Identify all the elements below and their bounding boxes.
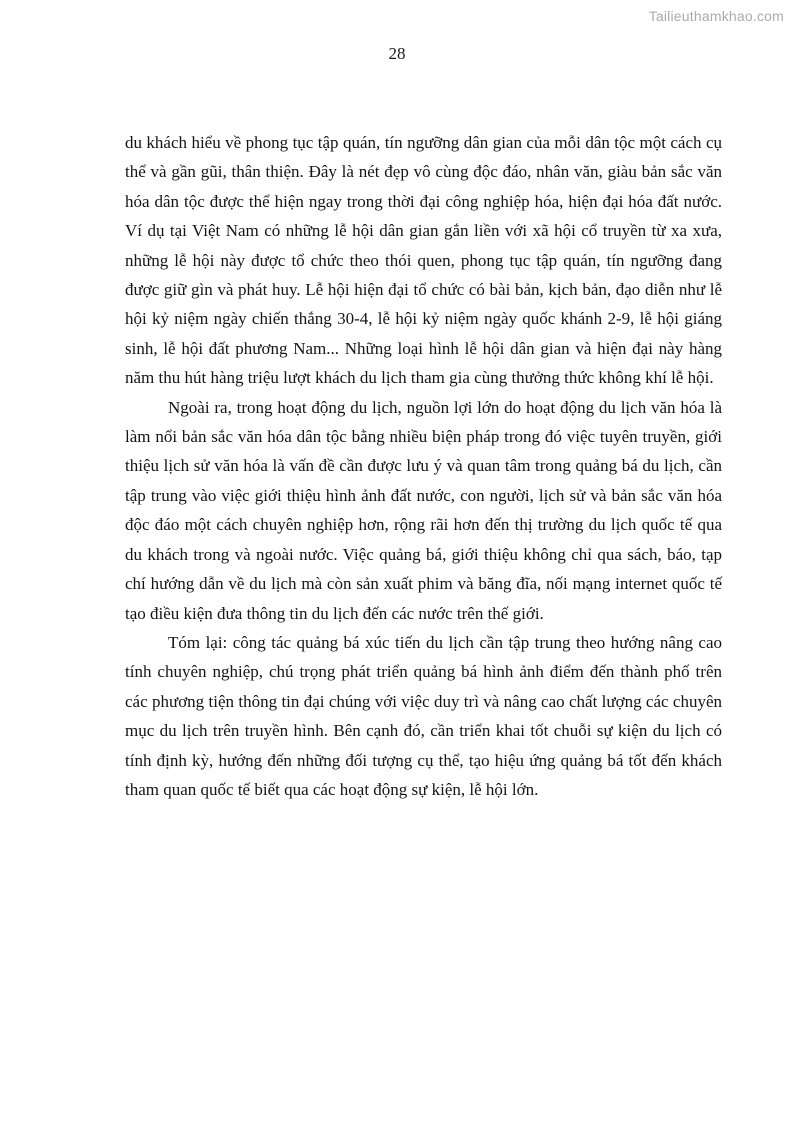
watermark-text: Tailieuthamkhao.com	[648, 8, 784, 24]
paragraph-2: Ngoài ra, trong hoạt động du lịch, nguồn lợi lớn do hoạt động du lịch văn hóa là làm nổi bản sắc văn hóa dân tộc bằng nhiều biện pháp trong đó việc tuyên truyền, giới thiệu lịch sử văn hóa là vấn đề cần được lưu ý và quan tâm trong quảng bá du lịch, cần tập trung vào việc giới thiệu hình ảnh đất nước, con người, lịch sử và bản sắc văn hóa độc đáo một cách chuyên nghiệp hơn, rộng rãi hơn đến thị trường du lịch quốc tế qua du khách trong và ngoài nước. Việc quảng bá, giới thiệu không chỉ qua sách, báo, tạp chí hướng dẫn về du lịch mà còn sản xuất phim và băng đĩa, nối mạng internet quốc tế tạo điều kiện đưa thông tin du lịch đến các nước trên thế giới.	[125, 397, 722, 623]
paragraph-1: du khách hiểu về phong tục tập quán, tín ngưỡng dân gian của mỗi dân tộc một cách cụ thể và gần gũi, thân thiện. Đây là nét đẹp vô cùng độc đáo, nhân văn, giàu bản sắc văn hóa dân tộc được thể hiện ngay trong thời đại công nghiệp hóa, hiện đại hóa đất nước. Ví dụ tại Việt Nam có những lễ hội dân gian gắn liền với xã hội cổ truyền từ xa xưa, những lễ hội này được tổ chức theo thói quen, phong tục tập quán, tín ngưỡng đang được giữ gìn và phát huy. Lễ hội hiện đại tổ chức có bài bản, kịch bản, đạo diễn như lễ hội kỷ niệm ngày chiến thắng 30-4, lễ hội kỷ niệm ngày quốc khánh 2-9, lễ hội giáng sinh, lễ hội đất phương Nam... Những loại hình lễ hội dân gian và hiện đại này hàng năm thu hút hàng triệu lượt khách du lịch tham gia cùng thưởng thức không khí lễ hội.	[125, 133, 722, 388]
page-body	[125, 128, 722, 804]
page-number: 28	[388, 44, 406, 63]
paragraph-3: Tóm lại: công tác quảng bá xúc tiến du lịch cần tập trung theo hướng nâng cao tính chuyên nghiệp, chú trọng phát triển quảng bá hình ảnh điểm đến thành phố trên các phương tiện thông tin đại chúng với việc duy trì và nâng cao chất lượng các chuyên mục du lịch trên truyền hình. Bên cạnh đó, cần triển khai tốt chuỗi sự kiện du lịch có tính định kỳ, hướng đến những đối tượng cụ thể, tạo hiệu ứng quảng bá tốt đến khách tham quan quốc tế biết qua các hoạt động sự kiện, lễ hội lớn.	[125, 632, 722, 799]
